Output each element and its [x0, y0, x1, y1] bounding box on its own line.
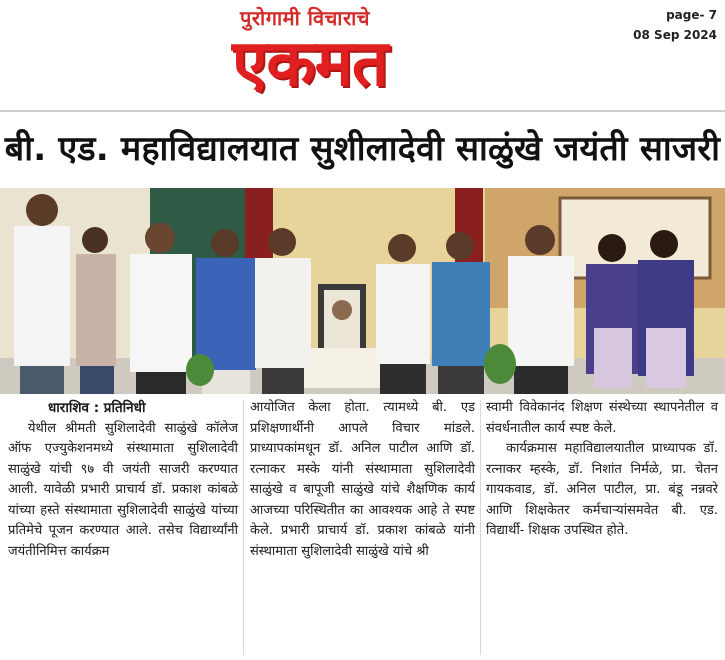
article-photo	[0, 188, 725, 394]
page-number: page- 7	[666, 8, 717, 22]
article-paragraph: स्वामी विवेकानंद शिक्षण संस्थेच्या स्थापनेतील व संवर्धनातील कार्य स्पष्ट केले.	[486, 400, 718, 436]
article-column-3	[486, 398, 718, 542]
article-headline: बी. एड. महाविद्यालयात सुशीलादेवी साळुंखे जयंती साजरी	[4, 129, 721, 169]
article-column-1	[8, 398, 238, 562]
newspaper-logo: एकमत	[232, 27, 388, 101]
masthead-divider	[0, 110, 725, 112]
article-dateline: धाराशिव : प्रतिनिधी	[48, 400, 146, 416]
column-divider	[243, 400, 244, 655]
masthead	[0, 0, 725, 110]
masthead-tagline: पुरोगामी विचाराचे	[240, 6, 371, 30]
article-paragraph: येथील श्रीमती सुशिलादेवी साळुंखे कॉलेज ऑफ एज्युकेशनमध्ये संस्थामाता सुशिलादेवी साळुंखे यांची ९७ वी जयंती साजरी करण्यात आली. यावेळी प्रभारी प्राचार्य डॉ. प्रकाश कांबळे यांच्या हस्ते संस्थामाता सुशिलादेवी साळुंखे यांच्या प्रतिमेचे पूजन करण्यात आले. तसेच विद्यार्थ्यांनी जयंतीनिमित्त कार्यक्रम	[8, 420, 238, 559]
column-divider	[480, 400, 481, 655]
publication-date: 08 Sep 2024	[633, 28, 717, 42]
article-paragraph: कार्यक्रमास महाविद्यालयातील प्राध्यापक डॉ. रत्नाकर म्हस्के, डॉ. निशांत निर्मळे, प्रा. चेतन गायकवाड, डॉ. अनिल पाटील, प्रा. बंडू नन्नवरे आणि शिक्षकेतर कर्मचाऱ्यांसमवेत बी. एड. विद्यार्थी- शिक्षक उपस्थित होते.	[486, 441, 718, 538]
group-photo-illustration	[0, 188, 725, 394]
article-column-2	[250, 398, 475, 562]
article-paragraph: आयोजित केला होता. त्यामध्ये बी. एड प्रशिक्षणार्थीनी आपले विचार मांडले. प्राध्यापकांमधून डॉ. अनिल पाटील आणि डॉ. रत्नाकर मस्के यांनी संस्थामाता सुशिलादेवी साळुंखे व बापूजी साळुंखे यांचे शैक्षणिक कार्य आजच्या परिस्थितीत का आवश्यक आहे ते स्पष्ट केले. प्रभारी प्राचार्य डॉ. प्रकाश कांबळे यांनी संस्थामाता सुशिलादेवी साळुंखे यांचे श्री	[250, 400, 475, 559]
